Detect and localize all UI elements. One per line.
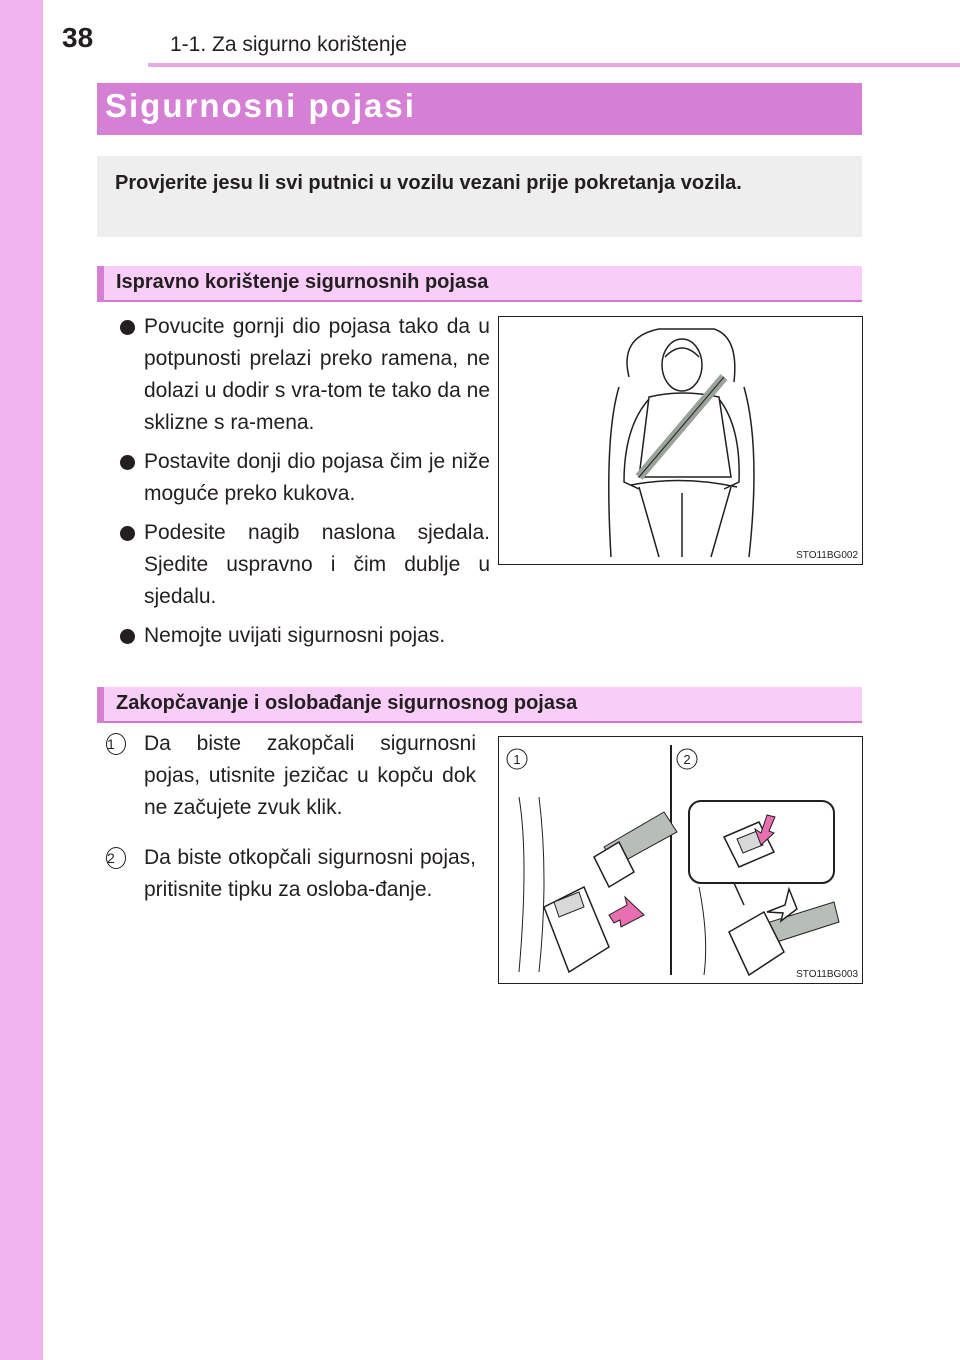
step-text: Da biste otkopčali sigurnosni pojas, pritisnite tipku za osloba-đanje. bbox=[144, 846, 476, 901]
page-title: Sigurnosni pojasi bbox=[105, 87, 416, 124]
step-number: 2 bbox=[106, 847, 126, 869]
step-item bbox=[104, 842, 476, 906]
section-heading-correct-use bbox=[97, 266, 862, 302]
figure-callout-2-label: 2 bbox=[683, 752, 691, 767]
insert-arrow-icon bbox=[609, 897, 644, 927]
seatbelt-posture-figure bbox=[498, 316, 863, 565]
bullet-dot-icon bbox=[120, 320, 135, 335]
section-heading-fastening bbox=[97, 687, 862, 723]
page-number: 38 bbox=[62, 22, 94, 53]
step-item bbox=[104, 728, 476, 824]
section-heading-text: Zakopčavanje i oslobađanje sigurnosnog pojasa bbox=[116, 692, 578, 714]
figure-code: STO11BG002 bbox=[796, 550, 858, 561]
side-strip bbox=[0, 0, 43, 1360]
figure-code: STO11BG003 bbox=[796, 969, 858, 980]
running-head: 1-1. Za sigurno korištenje bbox=[170, 33, 407, 56]
section-heading-text: Ispravno korištenje sigurnosnih pojasa bbox=[116, 271, 489, 293]
list-item bbox=[118, 517, 490, 613]
list-item-text: Postavite donji dio pojasa čim je niže moguće preko kukova. bbox=[144, 450, 490, 505]
list-item-text: Povucite gornji dio pojasa tako da u potpunosti prelazi preko ramena, ne dolazi u dodir s vra-tom te tako da ne sklizne s ra-mena. bbox=[144, 315, 490, 434]
list-item bbox=[118, 620, 490, 652]
buckle-illustration bbox=[499, 737, 862, 983]
bullet-dot-icon bbox=[120, 526, 135, 541]
figure-callout-1-label: 1 bbox=[513, 752, 521, 767]
list-item bbox=[118, 311, 490, 439]
title-bar bbox=[97, 83, 862, 135]
list-item bbox=[118, 446, 490, 510]
intro-text: Provjerite jesu li svi putnici u vozilu vezani prije pokretanja vozila. bbox=[115, 172, 742, 194]
step-text: Da biste zakopčali sigurnosni pojas, utisnite jezičac u kopču dok ne začujete zvuk klik. bbox=[144, 732, 476, 819]
step-list bbox=[104, 728, 476, 924]
intro-box bbox=[97, 156, 862, 237]
header-rule bbox=[148, 63, 960, 67]
bullet-dot-icon bbox=[120, 455, 135, 470]
buckle-figure bbox=[498, 736, 863, 984]
bullet-list bbox=[118, 311, 490, 659]
bullet-dot-icon bbox=[120, 629, 135, 644]
list-item-text: Podesite nagib naslona sjedala. Sjedite uspravno i čim dublje u sjedalu. bbox=[144, 521, 490, 608]
step-number: 1 bbox=[106, 733, 126, 755]
list-item-text: Nemojte uvijati sigurnosni pojas. bbox=[144, 624, 446, 647]
seated-person-illustration bbox=[499, 317, 862, 564]
